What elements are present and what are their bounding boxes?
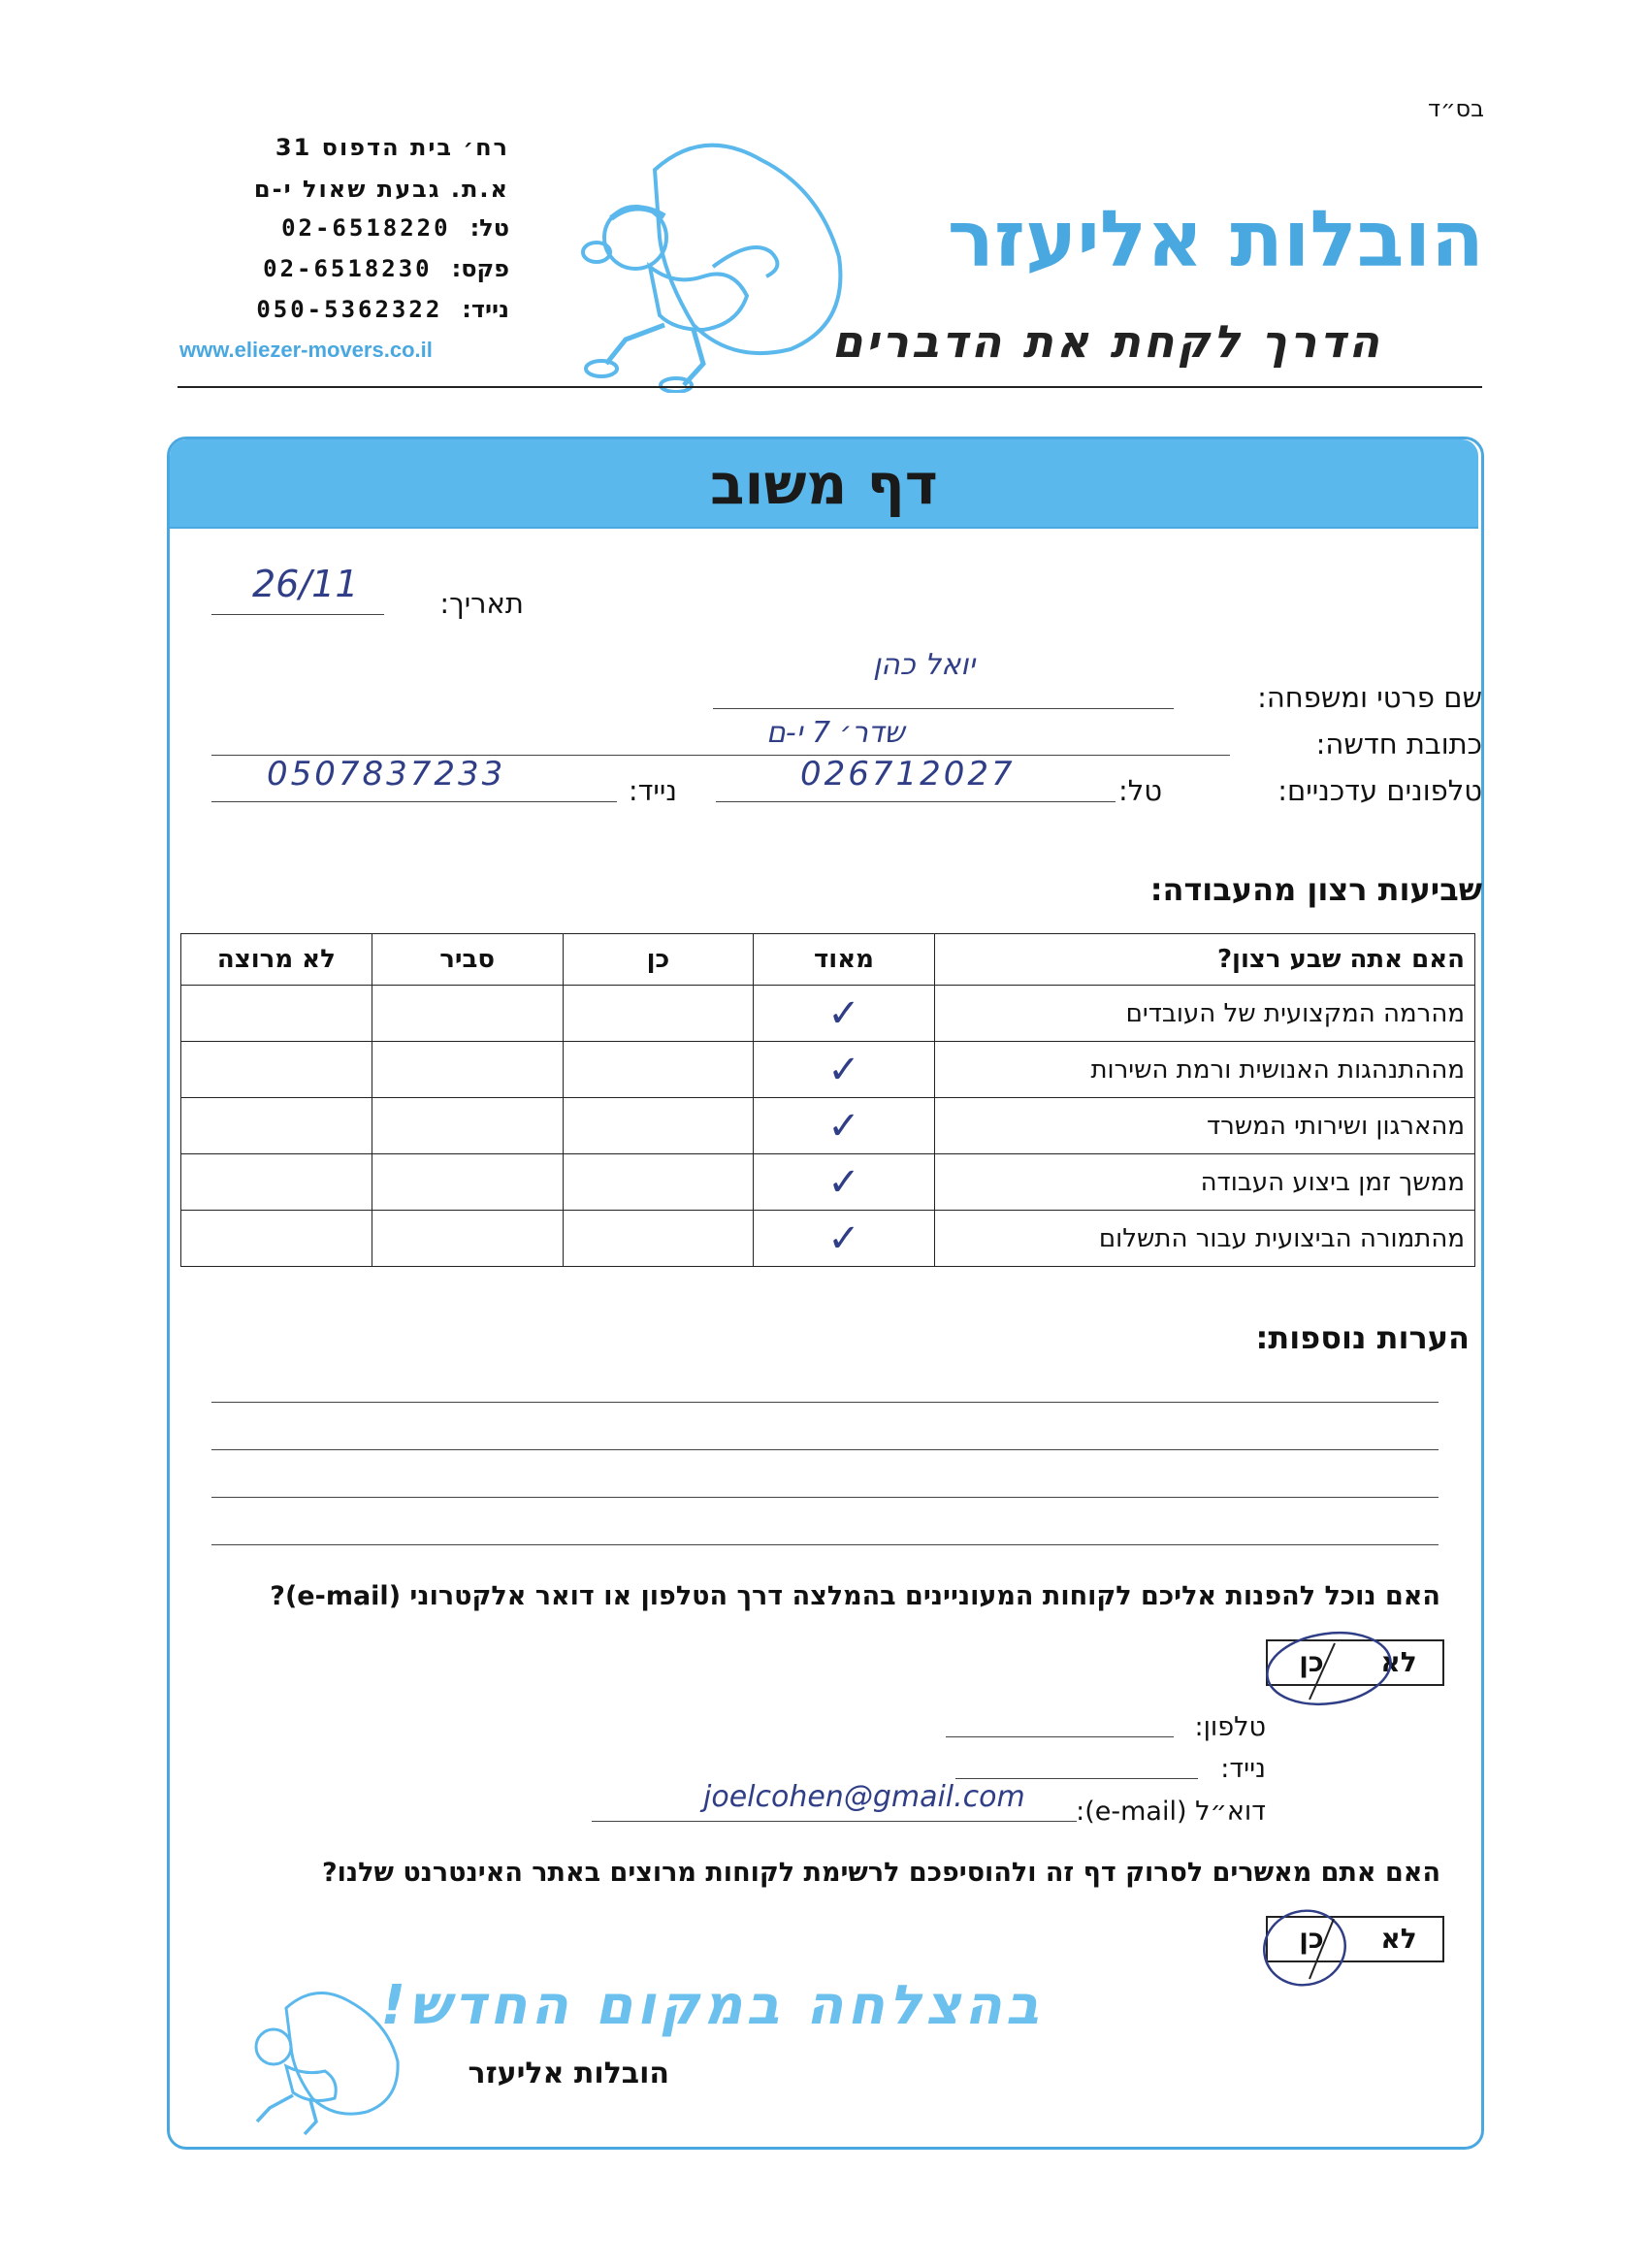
company-name: הובלות אליעזר — [947, 194, 1484, 284]
address-line1: רח׳ בית הדפוס 31 — [275, 134, 509, 161]
reasonable-cell[interactable] — [372, 1211, 563, 1267]
mobile-label: נייד: — [462, 296, 509, 323]
referral-email-label: דוא״ל (e-mail): — [1076, 1797, 1266, 1827]
referral-no-option[interactable]: לא — [1380, 1646, 1417, 1678]
phones-label: טלפונים עדכניים: — [1277, 774, 1482, 807]
contact-tel — [281, 214, 509, 242]
publish-circle-mark — [1256, 1899, 1373, 2006]
check-mark: ✓ — [827, 1215, 860, 1261]
footer-mascot-icon — [233, 1984, 407, 2139]
footer-wish: בהצלחה במקום החדש! — [380, 1974, 1043, 2037]
mover-mascot-icon — [567, 131, 858, 393]
yes-cell[interactable] — [563, 1211, 754, 1267]
table-row — [181, 1154, 1475, 1211]
table-row — [181, 1042, 1475, 1098]
date-line — [211, 614, 384, 615]
very-cell[interactable] — [754, 986, 934, 1042]
very-cell[interactable] — [754, 1154, 934, 1211]
satisfaction-title: שביעות רצון מהעבודה: — [1149, 871, 1482, 908]
fax-label: פקס: — [451, 255, 509, 282]
yes-cell[interactable] — [563, 1154, 754, 1211]
header-divider — [178, 386, 1482, 388]
footer-signature: הובלות אליעזר — [468, 2057, 669, 2090]
table-row — [181, 986, 1475, 1042]
comment-line[interactable] — [211, 1544, 1439, 1545]
table-row — [181, 1098, 1475, 1154]
date-label: תאריך: — [439, 587, 524, 620]
header-unsatisfied: לא מרוצה — [181, 934, 372, 986]
header-very: מאוד — [754, 934, 934, 986]
contact-fax — [263, 255, 509, 282]
mobile-value: 050-5362322 — [256, 296, 443, 323]
row-question: מהרמה המקצועית של העובדים — [934, 986, 1474, 1042]
phones-mobile-label: נייד: — [628, 774, 677, 807]
tel-label: טל: — [469, 214, 509, 242]
referral-mobile-line[interactable] — [955, 1778, 1198, 1779]
tel-value: 02-6518220 — [281, 214, 451, 242]
referral-mobile-label: נייד: — [1220, 1754, 1266, 1784]
reasonable-cell[interactable] — [372, 986, 563, 1042]
company-slogan: הדרך לקחת את הדברים — [831, 315, 1382, 368]
name-value[interactable]: יואל כהן — [873, 648, 976, 682]
date-value[interactable]: 26/11 — [252, 563, 359, 605]
comment-line[interactable] — [211, 1402, 1439, 1403]
header-yes: כן — [563, 934, 754, 986]
check-mark: ✓ — [827, 990, 860, 1036]
fax-value: 02-6518230 — [263, 255, 433, 282]
referral-email-line[interactable] — [592, 1821, 1077, 1822]
unsatisfied-cell[interactable] — [181, 1098, 372, 1154]
row-question: מהתמורה הביצועית עבור התשלום — [934, 1211, 1474, 1267]
row-question: מהארגון ושירותי המשרד — [934, 1098, 1474, 1154]
header-question: האם אתה שבע רצון? — [934, 934, 1474, 986]
publish-no-option[interactable]: לא — [1380, 1923, 1417, 1955]
satisfaction-table — [180, 933, 1475, 1267]
referral-phone-label: טלפון: — [1194, 1712, 1266, 1742]
address-value[interactable]: שדר׳ 7 י-ם — [766, 716, 905, 750]
unsatisfied-cell[interactable] — [181, 1211, 372, 1267]
yes-cell[interactable] — [563, 1042, 754, 1098]
row-question: מההתנהגות האנושית ורמת השירות — [934, 1042, 1474, 1098]
phones-tel-label: טל: — [1117, 774, 1162, 807]
table-header-row — [181, 934, 1475, 986]
phones-tel-value[interactable]: 026712027 — [800, 755, 1016, 794]
table-row — [181, 1211, 1475, 1267]
referral-yes-option[interactable]: כן — [1299, 1646, 1324, 1678]
reasonable-cell[interactable] — [372, 1154, 563, 1211]
referral-question: האם נוכל להפנות אליכם לקוחות המעוניינים בהמלצה דרך הטלפון או דואר אלקטרוני (e-mail)? — [270, 1581, 1440, 1611]
referral-email-value[interactable]: joelcohen@gmail.com — [703, 1780, 1025, 1814]
publish-yes-option[interactable]: כן — [1299, 1923, 1324, 1955]
check-mark: ✓ — [827, 1159, 860, 1205]
comment-line[interactable] — [211, 1449, 1439, 1450]
comment-line[interactable] — [211, 1497, 1439, 1498]
reasonable-cell[interactable] — [372, 1098, 563, 1154]
name-line — [713, 708, 1174, 709]
reasonable-cell[interactable] — [372, 1042, 563, 1098]
check-mark: ✓ — [827, 1103, 860, 1149]
address-line2: א.ת. גבעת שאול י-ם — [253, 176, 509, 203]
unsatisfied-cell[interactable] — [181, 1042, 372, 1098]
unsatisfied-cell[interactable] — [181, 986, 372, 1042]
row-question: ממשך זמן ביצוע העבודה — [934, 1154, 1474, 1211]
phones-mobile-line — [211, 801, 617, 802]
very-cell[interactable] — [754, 1098, 934, 1154]
address-label: כתובת חדשה: — [1315, 728, 1482, 761]
website-link[interactable]: www.eliezer-movers.co.il — [179, 338, 433, 362]
contact-mobile — [256, 296, 509, 323]
check-mark: ✓ — [827, 1047, 860, 1092]
yes-cell[interactable] — [563, 986, 754, 1042]
header-reasonable: סביר — [372, 934, 563, 986]
top-corner-text: בס״ד — [1427, 95, 1484, 122]
form-title: דף משוב — [710, 451, 938, 517]
phones-mobile-value[interactable]: 0507837233 — [267, 755, 506, 794]
referral-circle-mark — [1261, 1622, 1397, 1729]
title-band-border — [170, 527, 1478, 529]
referral-phone-line[interactable] — [946, 1736, 1174, 1737]
yes-cell[interactable] — [563, 1098, 754, 1154]
name-label: שם פרטי ומשפחה: — [1257, 681, 1482, 714]
unsatisfied-cell[interactable] — [181, 1154, 372, 1211]
publish-question: האם אתם מאשרים לסרוק דף זה ולהוסיפכם לרשימת לקוחות מרוצים באתר האינטרנט שלנו? — [321, 1858, 1440, 1888]
phones-tel-line — [716, 801, 1116, 802]
very-cell[interactable] — [754, 1211, 934, 1267]
very-cell[interactable] — [754, 1042, 934, 1098]
comments-title: הערות נוספות: — [1255, 1319, 1470, 1356]
